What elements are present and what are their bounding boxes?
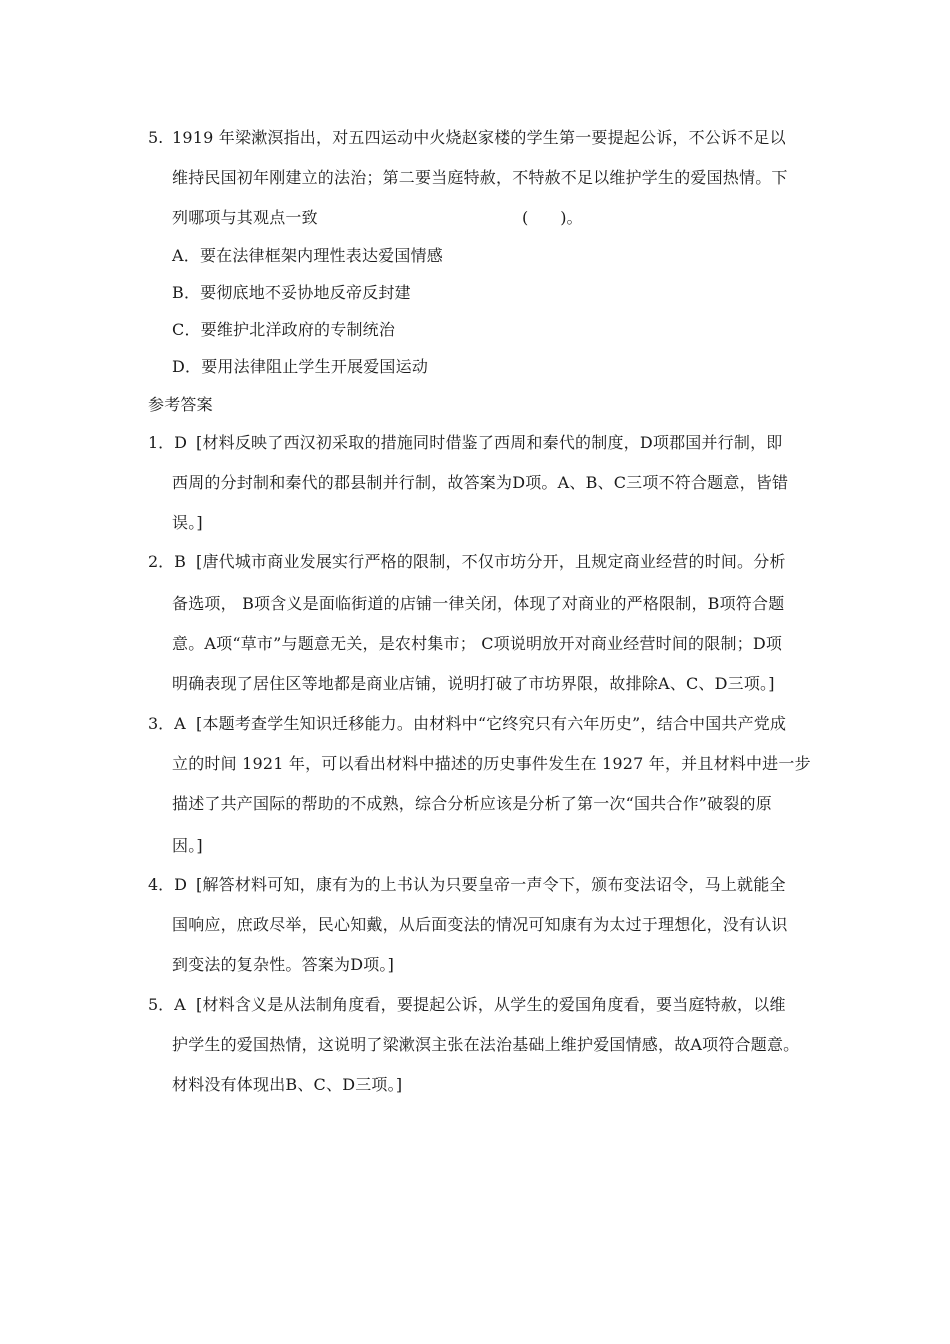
answer-line: [解答材料可知，康有为的上书认为只要皇帝一声令下，颁布变法诏令，马上就能全 bbox=[196, 875, 786, 894]
option-a: A．要在法律框架内理性表达爱国情感 bbox=[172, 246, 443, 265]
question-text-line: 列哪项与其观点一致 bbox=[172, 208, 318, 227]
option-d: D．要用法律阻止学生开展爱国运动 bbox=[172, 357, 429, 376]
answer-line: 意。A项“草市”与题意无关，是农村集市； C项说明放开对商业经营时间的限制；D项 bbox=[172, 634, 783, 653]
question-text-line: 1919 年梁漱溟指出，对五四运动中火烧赵家楼的学生第一要提起公诉，不公诉不足以 bbox=[172, 128, 786, 147]
answer-line: 材料没有体现出B、C、D三项。] bbox=[172, 1075, 403, 1094]
answer-line: 到变法的复杂性。答案为D项。] bbox=[172, 955, 395, 974]
answer-line: 西周的分封制和秦代的郡县制并行制，故答案为D项。A、B、C三项不符合题意，皆错 bbox=[172, 473, 789, 492]
answer-number: 3．A bbox=[148, 714, 186, 733]
answer-number: 2．B bbox=[148, 552, 186, 571]
answer-line: [唐代城市商业发展实行严格的限制，不仅市坊分开，且规定商业经营的时间。分析 bbox=[196, 552, 786, 571]
answer-blank: ( )。 bbox=[522, 208, 583, 227]
answer-line: 备选项， B项含义是面临街道的店铺一律关闭，体现了对商业的严格限制，B项符合题 bbox=[172, 594, 785, 613]
question-text-line: 维持民国初年刚建立的法治；第二要当庭特赦，不特赦不足以维护学生的爱国热情。下 bbox=[172, 168, 788, 187]
answer-line: 护学生的爱国热情，这说明了梁漱溟主张在法治基础上维护爱国情感，故A项符合题意。 bbox=[172, 1035, 800, 1054]
answer-line: 国响应，庶政尽举，民心知戴，从后面变法的情况可知康有为太过于理想化，没有认识 bbox=[172, 915, 788, 934]
answer-line: 立的时间 1921 年，可以看出材料中描述的历史事件发生在 1927 年，并且材料中进一步 bbox=[172, 754, 811, 773]
answer-number: 4．D bbox=[148, 875, 188, 894]
answer-line: 误。] bbox=[172, 513, 203, 532]
answers-heading: 参考答案 bbox=[148, 395, 213, 414]
answer-line: [材料含义是从法制角度看，要提起公诉，从学生的爱国角度看，要当庭特赦，以维 bbox=[196, 995, 786, 1014]
question-number: 5. bbox=[148, 128, 164, 147]
answer-line: 描述了共产国际的帮助的不成熟，综合分析应该是分析了第一次“国共合作”破裂的原 bbox=[172, 794, 772, 813]
answer-number: 1．D bbox=[148, 433, 188, 452]
answer-line: [材料反映了西汉初采取的措施同时借鉴了西周和秦代的制度，D项郡国并行制，即 bbox=[196, 433, 783, 452]
option-b: B．要彻底地不妥协地反帝反封建 bbox=[172, 283, 411, 302]
answer-number: 5．A bbox=[148, 995, 186, 1014]
answer-line: 因。] bbox=[172, 836, 203, 855]
answer-line: [本题考查学生知识迁移能力。由材料中“它终究只有六年历史”，结合中国共产党成 bbox=[196, 714, 787, 733]
answer-line: 明确表现了居住区等地都是商业店铺，说明打破了市坊界限，故排除A、C、D三项。] bbox=[172, 674, 775, 693]
option-c: C．要维护北洋政府的专制统治 bbox=[172, 320, 396, 339]
